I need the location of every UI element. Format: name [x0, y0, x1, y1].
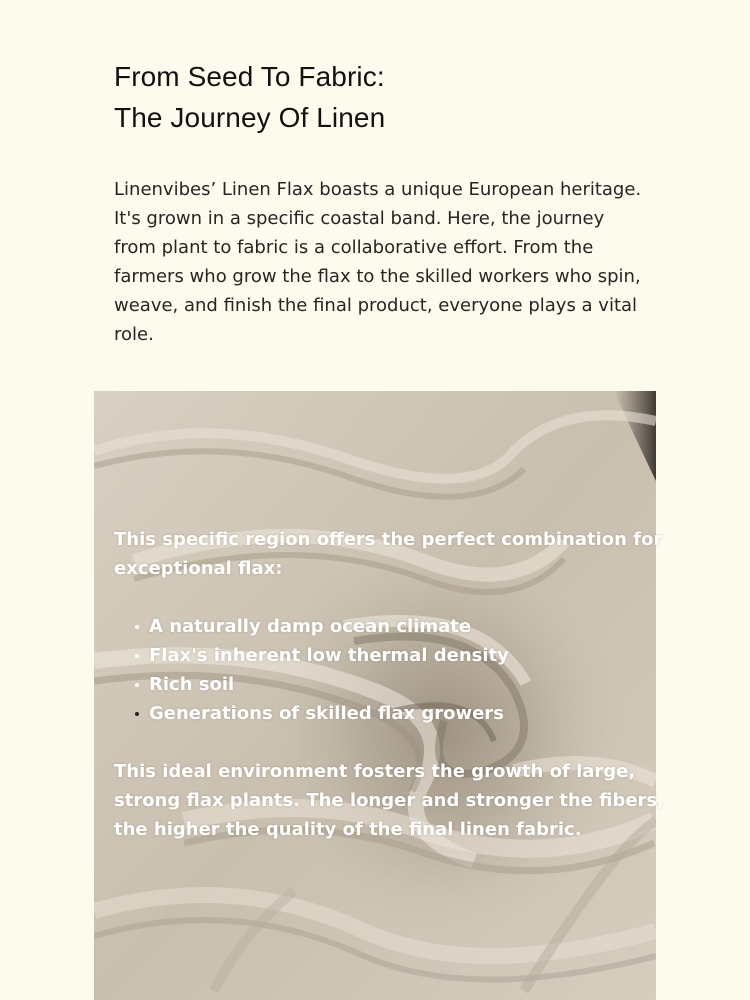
- list-item: Rich soil: [149, 670, 694, 699]
- feature-list: [114, 612, 694, 728]
- title-line-1: From Seed To Fabric:: [114, 61, 385, 92]
- list-item: Flax's inherent low thermal density: [149, 641, 694, 670]
- overlay-lead: This specific region offers the perfect combination for exceptional flax:: [114, 529, 663, 579]
- page-title: [114, 56, 385, 138]
- overlay-closing: This ideal environment fosters the growth of large, strong flax plants. The longer and stronger the fibers, the higher the quality of the final linen fabric.: [114, 761, 664, 840]
- title-line-2: The Journey Of Linen: [114, 102, 386, 133]
- overlay-text-block: [114, 525, 694, 844]
- list-item: Generations of skilled flax growers: [149, 699, 694, 728]
- list-item: A naturally damp ocean climate: [149, 612, 694, 641]
- intro-paragraph: Linenvibes’ Linen Flax boasts a unique European heritage. It's grown in a specific coastal band. Here, the journey from plant to fabric is a collaborative effort. From the farmers who grow the flax to the skilled workers who spin, weave, and finish the final product, everyone plays a vital role.: [114, 179, 642, 345]
